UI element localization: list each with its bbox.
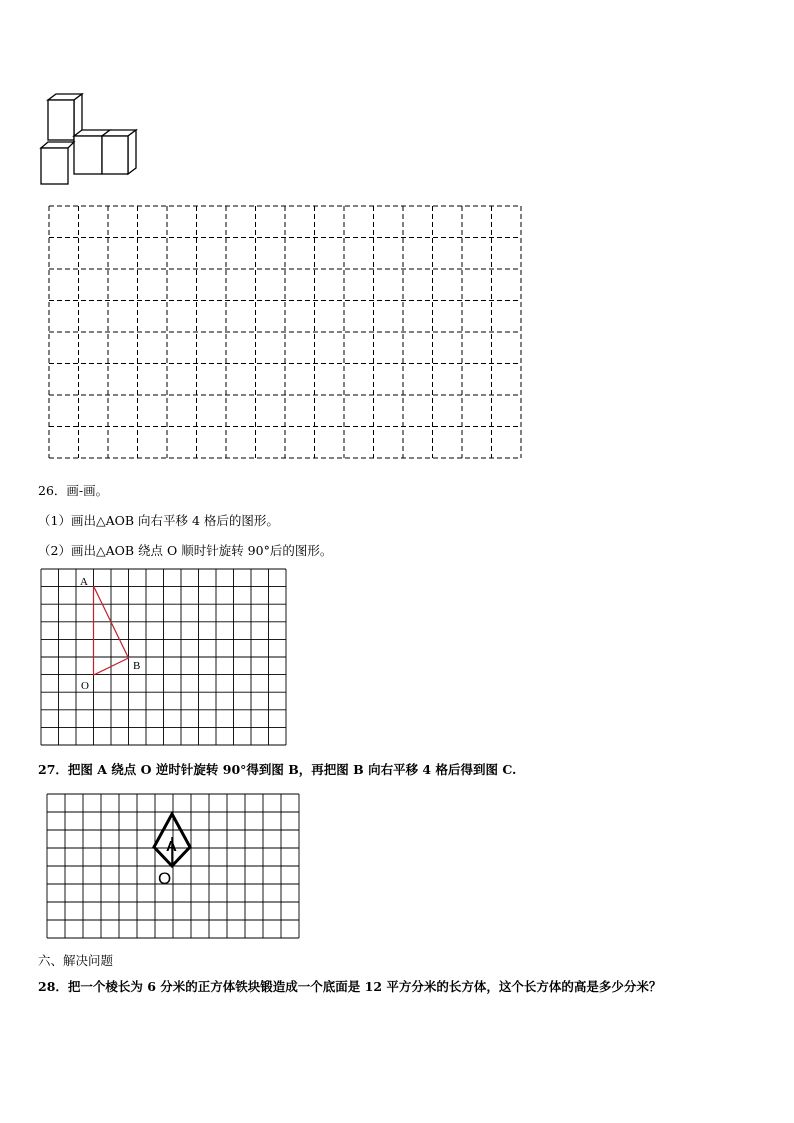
q28-title: 28．把一个棱长为 6 分米的正方体铁块锻造成一个底面是 12 平方分米的长方体，这个长方体的高是多少分米？ [38, 979, 662, 994]
q26-sub2: （2）画出△AOB 绕点 O 顺时针旋转 90°后的图形。 [38, 543, 333, 558]
dashed-grid [48, 205, 520, 461]
kite-grid [46, 793, 306, 943]
point-label-o: O [158, 869, 172, 888]
q26-sub1: （1）画出△AOB 向右平移 4 格后的图形。 [38, 513, 279, 528]
section6-title: 六、解决问题 [38, 953, 114, 968]
label-a: A [80, 576, 88, 588]
q27-title: 27．把图 A 绕点 O 逆时针旋转 90°得到图 B，再把图 B 向右平移 4 格后得到图 C. [38, 762, 517, 777]
cube-figure [38, 90, 138, 190]
label-o: O [81, 680, 89, 692]
triangle-grid [40, 568, 290, 748]
q26-title: 26．画-画。 [38, 483, 109, 498]
label-b: B [133, 660, 141, 672]
figure-label-a: A [166, 838, 177, 855]
